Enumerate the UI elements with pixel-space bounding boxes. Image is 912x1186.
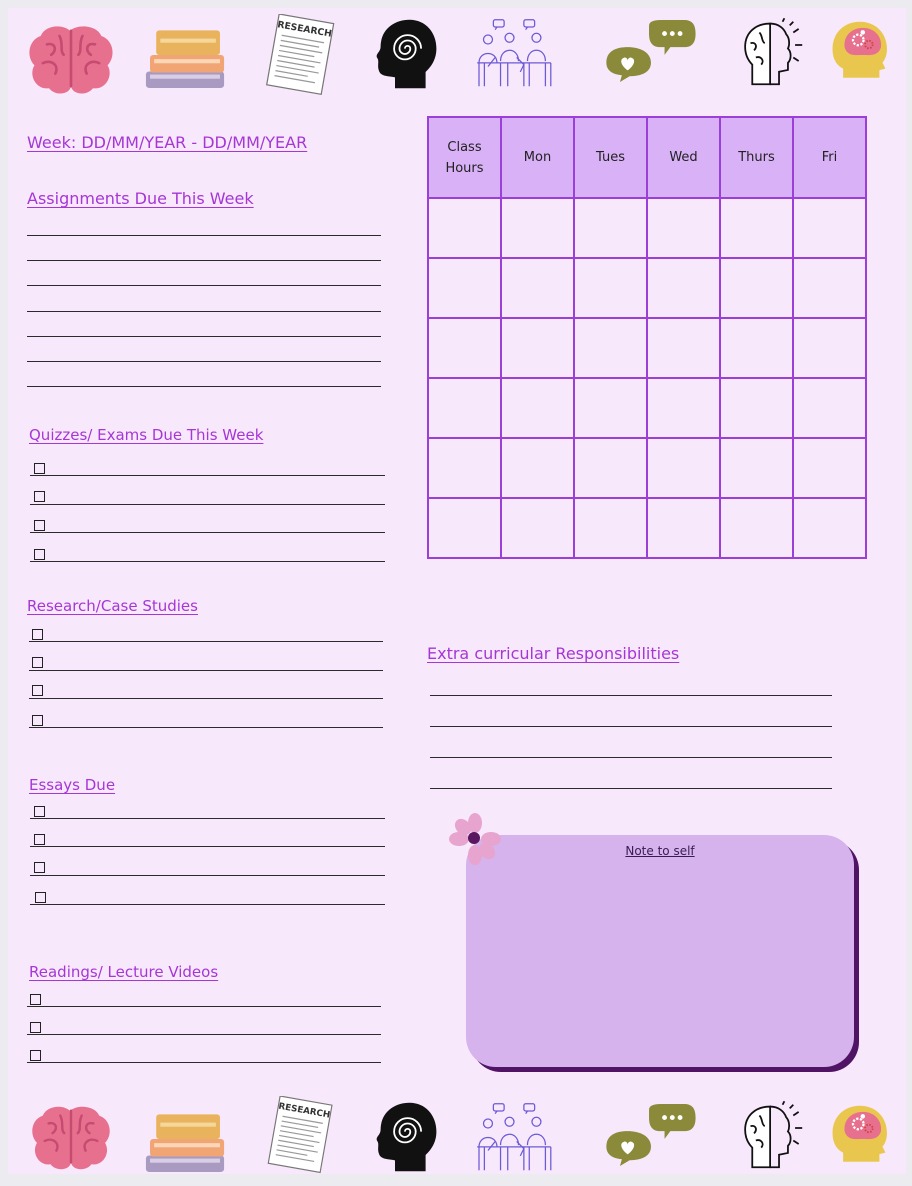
header-fri: Fri xyxy=(793,117,866,198)
essay-line[interactable] xyxy=(30,818,385,819)
quiz-line[interactable] xyxy=(30,504,385,505)
schedule-row xyxy=(428,438,866,498)
header-class-hours: Class Hours xyxy=(428,117,501,198)
class-schedule-table xyxy=(427,116,867,559)
schedule-cell[interactable] xyxy=(501,318,574,378)
discussion-group-icon xyxy=(468,18,560,88)
schedule-cell[interactable] xyxy=(501,498,574,558)
schedule-cell[interactable] xyxy=(428,438,501,498)
reading-checkbox[interactable] xyxy=(30,1050,41,1061)
reading-line[interactable] xyxy=(27,1034,381,1035)
schedule-row xyxy=(428,198,866,258)
header-thurs: Thurs xyxy=(720,117,793,198)
speech-bubbles-icon xyxy=(600,20,700,84)
schedule-cell[interactable] xyxy=(501,438,574,498)
research-checkbox[interactable] xyxy=(32,715,43,726)
schedule-cell[interactable] xyxy=(647,318,720,378)
research-line[interactable] xyxy=(29,670,383,671)
schedule-cell[interactable] xyxy=(793,198,866,258)
research-checkbox[interactable] xyxy=(32,657,43,668)
extracurricular-line[interactable] xyxy=(430,788,832,789)
schedule-cell[interactable] xyxy=(647,498,720,558)
schedule-cell[interactable] xyxy=(574,318,647,378)
schedule-cell[interactable] xyxy=(720,378,793,438)
planner-page xyxy=(8,8,906,1174)
essay-checkbox[interactable] xyxy=(34,806,45,817)
schedule-cell[interactable] xyxy=(428,498,501,558)
research-checkbox[interactable] xyxy=(32,629,43,640)
essays-heading: Essays Due xyxy=(29,776,116,794)
extracurricular-line[interactable] xyxy=(430,695,832,696)
flower-icon xyxy=(448,812,502,866)
schedule-cell[interactable] xyxy=(501,258,574,318)
schedule-cell[interactable] xyxy=(428,198,501,258)
schedule-cell[interactable] xyxy=(793,498,866,558)
research-line[interactable] xyxy=(29,641,383,642)
research-line[interactable] xyxy=(29,698,383,699)
reading-checkbox[interactable] xyxy=(30,994,41,1005)
books-icon xyxy=(140,1102,230,1174)
assignment-line[interactable] xyxy=(27,361,381,362)
schedule-row xyxy=(428,258,866,318)
half-brain-lightbulb-icon xyxy=(738,1098,804,1174)
quiz-checkbox[interactable] xyxy=(34,520,45,531)
header-mon: Mon xyxy=(501,117,574,198)
schedule-cell[interactable] xyxy=(501,198,574,258)
head-spiral-icon xyxy=(368,1100,440,1174)
schedule-cell[interactable] xyxy=(574,498,647,558)
quiz-checkbox[interactable] xyxy=(34,549,45,560)
schedule-cell[interactable] xyxy=(647,198,720,258)
half-brain-lightbulb-icon xyxy=(738,14,804,92)
reading-line[interactable] xyxy=(27,1062,381,1063)
brain-icon xyxy=(24,1102,118,1174)
header-tues: Tues xyxy=(574,117,647,198)
assignment-line[interactable] xyxy=(27,336,381,337)
reading-checkbox[interactable] xyxy=(30,1022,41,1033)
schedule-row xyxy=(428,378,866,438)
discussion-group-icon xyxy=(468,1102,560,1172)
research-line[interactable] xyxy=(29,727,383,728)
header-wed: Wed xyxy=(647,117,720,198)
extracurricular-line[interactable] xyxy=(430,757,832,758)
schedule-cell[interactable] xyxy=(793,438,866,498)
speech-bubbles-icon xyxy=(600,1104,700,1168)
schedule-row xyxy=(428,498,866,558)
schedule-cell[interactable] xyxy=(647,378,720,438)
schedule-cell[interactable] xyxy=(574,438,647,498)
quiz-line[interactable] xyxy=(30,561,385,562)
schedule-cell[interactable] xyxy=(428,378,501,438)
research-checkbox[interactable] xyxy=(32,685,43,696)
schedule-cell[interactable] xyxy=(428,318,501,378)
schedule-cell[interactable] xyxy=(574,378,647,438)
essay-line[interactable] xyxy=(30,875,385,876)
assignment-line[interactable] xyxy=(27,311,381,312)
essay-checkbox[interactable] xyxy=(34,862,45,873)
schedule-cell[interactable] xyxy=(428,258,501,318)
schedule-cell[interactable] xyxy=(501,378,574,438)
head-gears-icon xyxy=(828,10,890,88)
head-gears-icon xyxy=(828,1094,890,1172)
head-spiral-icon xyxy=(368,16,440,92)
schedule-cell[interactable] xyxy=(574,258,647,318)
quiz-line[interactable] xyxy=(30,475,385,476)
note-box[interactable] xyxy=(466,835,854,1067)
brain-icon xyxy=(24,20,118,100)
assignment-line[interactable] xyxy=(27,260,381,261)
schedule-row xyxy=(428,318,866,378)
essay-checkbox[interactable] xyxy=(34,834,45,845)
quizzes-heading: Quizzes/ Exams Due This Week xyxy=(29,426,264,444)
schedule-cell[interactable] xyxy=(793,258,866,318)
assignments-heading: Assignments Due This Week xyxy=(27,189,254,208)
note-title: Note to self xyxy=(625,844,695,858)
schedule-header-row xyxy=(428,117,866,198)
extracurricular-heading: Extra curricular Responsibilities xyxy=(427,644,680,663)
research-paper-icon xyxy=(258,1096,340,1174)
schedule-cell[interactable] xyxy=(793,318,866,378)
assignment-line[interactable] xyxy=(27,386,381,387)
extracurricular-line[interactable] xyxy=(430,726,832,727)
assignment-line[interactable] xyxy=(27,285,381,286)
essay-checkbox[interactable] xyxy=(35,892,46,903)
week-label: Week: DD/MM/YEAR - DD/MM/YEAR xyxy=(27,133,308,152)
reading-line[interactable] xyxy=(27,1006,381,1007)
research-paper-icon xyxy=(258,14,340,96)
essay-line[interactable] xyxy=(30,846,385,847)
research-heading: Research/Case Studies xyxy=(27,597,198,615)
readings-heading: Readings/ Lecture Videos xyxy=(29,963,219,981)
schedule-cell[interactable] xyxy=(793,378,866,438)
schedule-cell[interactable] xyxy=(647,258,720,318)
schedule-cell[interactable] xyxy=(720,498,793,558)
quiz-line[interactable] xyxy=(30,532,385,533)
quiz-checkbox[interactable] xyxy=(34,491,45,502)
assignment-line[interactable] xyxy=(27,235,381,236)
essay-line[interactable] xyxy=(30,904,385,905)
schedule-cell[interactable] xyxy=(720,198,793,258)
schedule-cell[interactable] xyxy=(720,438,793,498)
schedule-cell[interactable] xyxy=(720,318,793,378)
schedule-cell[interactable] xyxy=(647,438,720,498)
schedule-cell[interactable] xyxy=(720,258,793,318)
schedule-cell[interactable] xyxy=(574,198,647,258)
quiz-checkbox[interactable] xyxy=(34,463,45,474)
books-icon xyxy=(140,18,230,90)
